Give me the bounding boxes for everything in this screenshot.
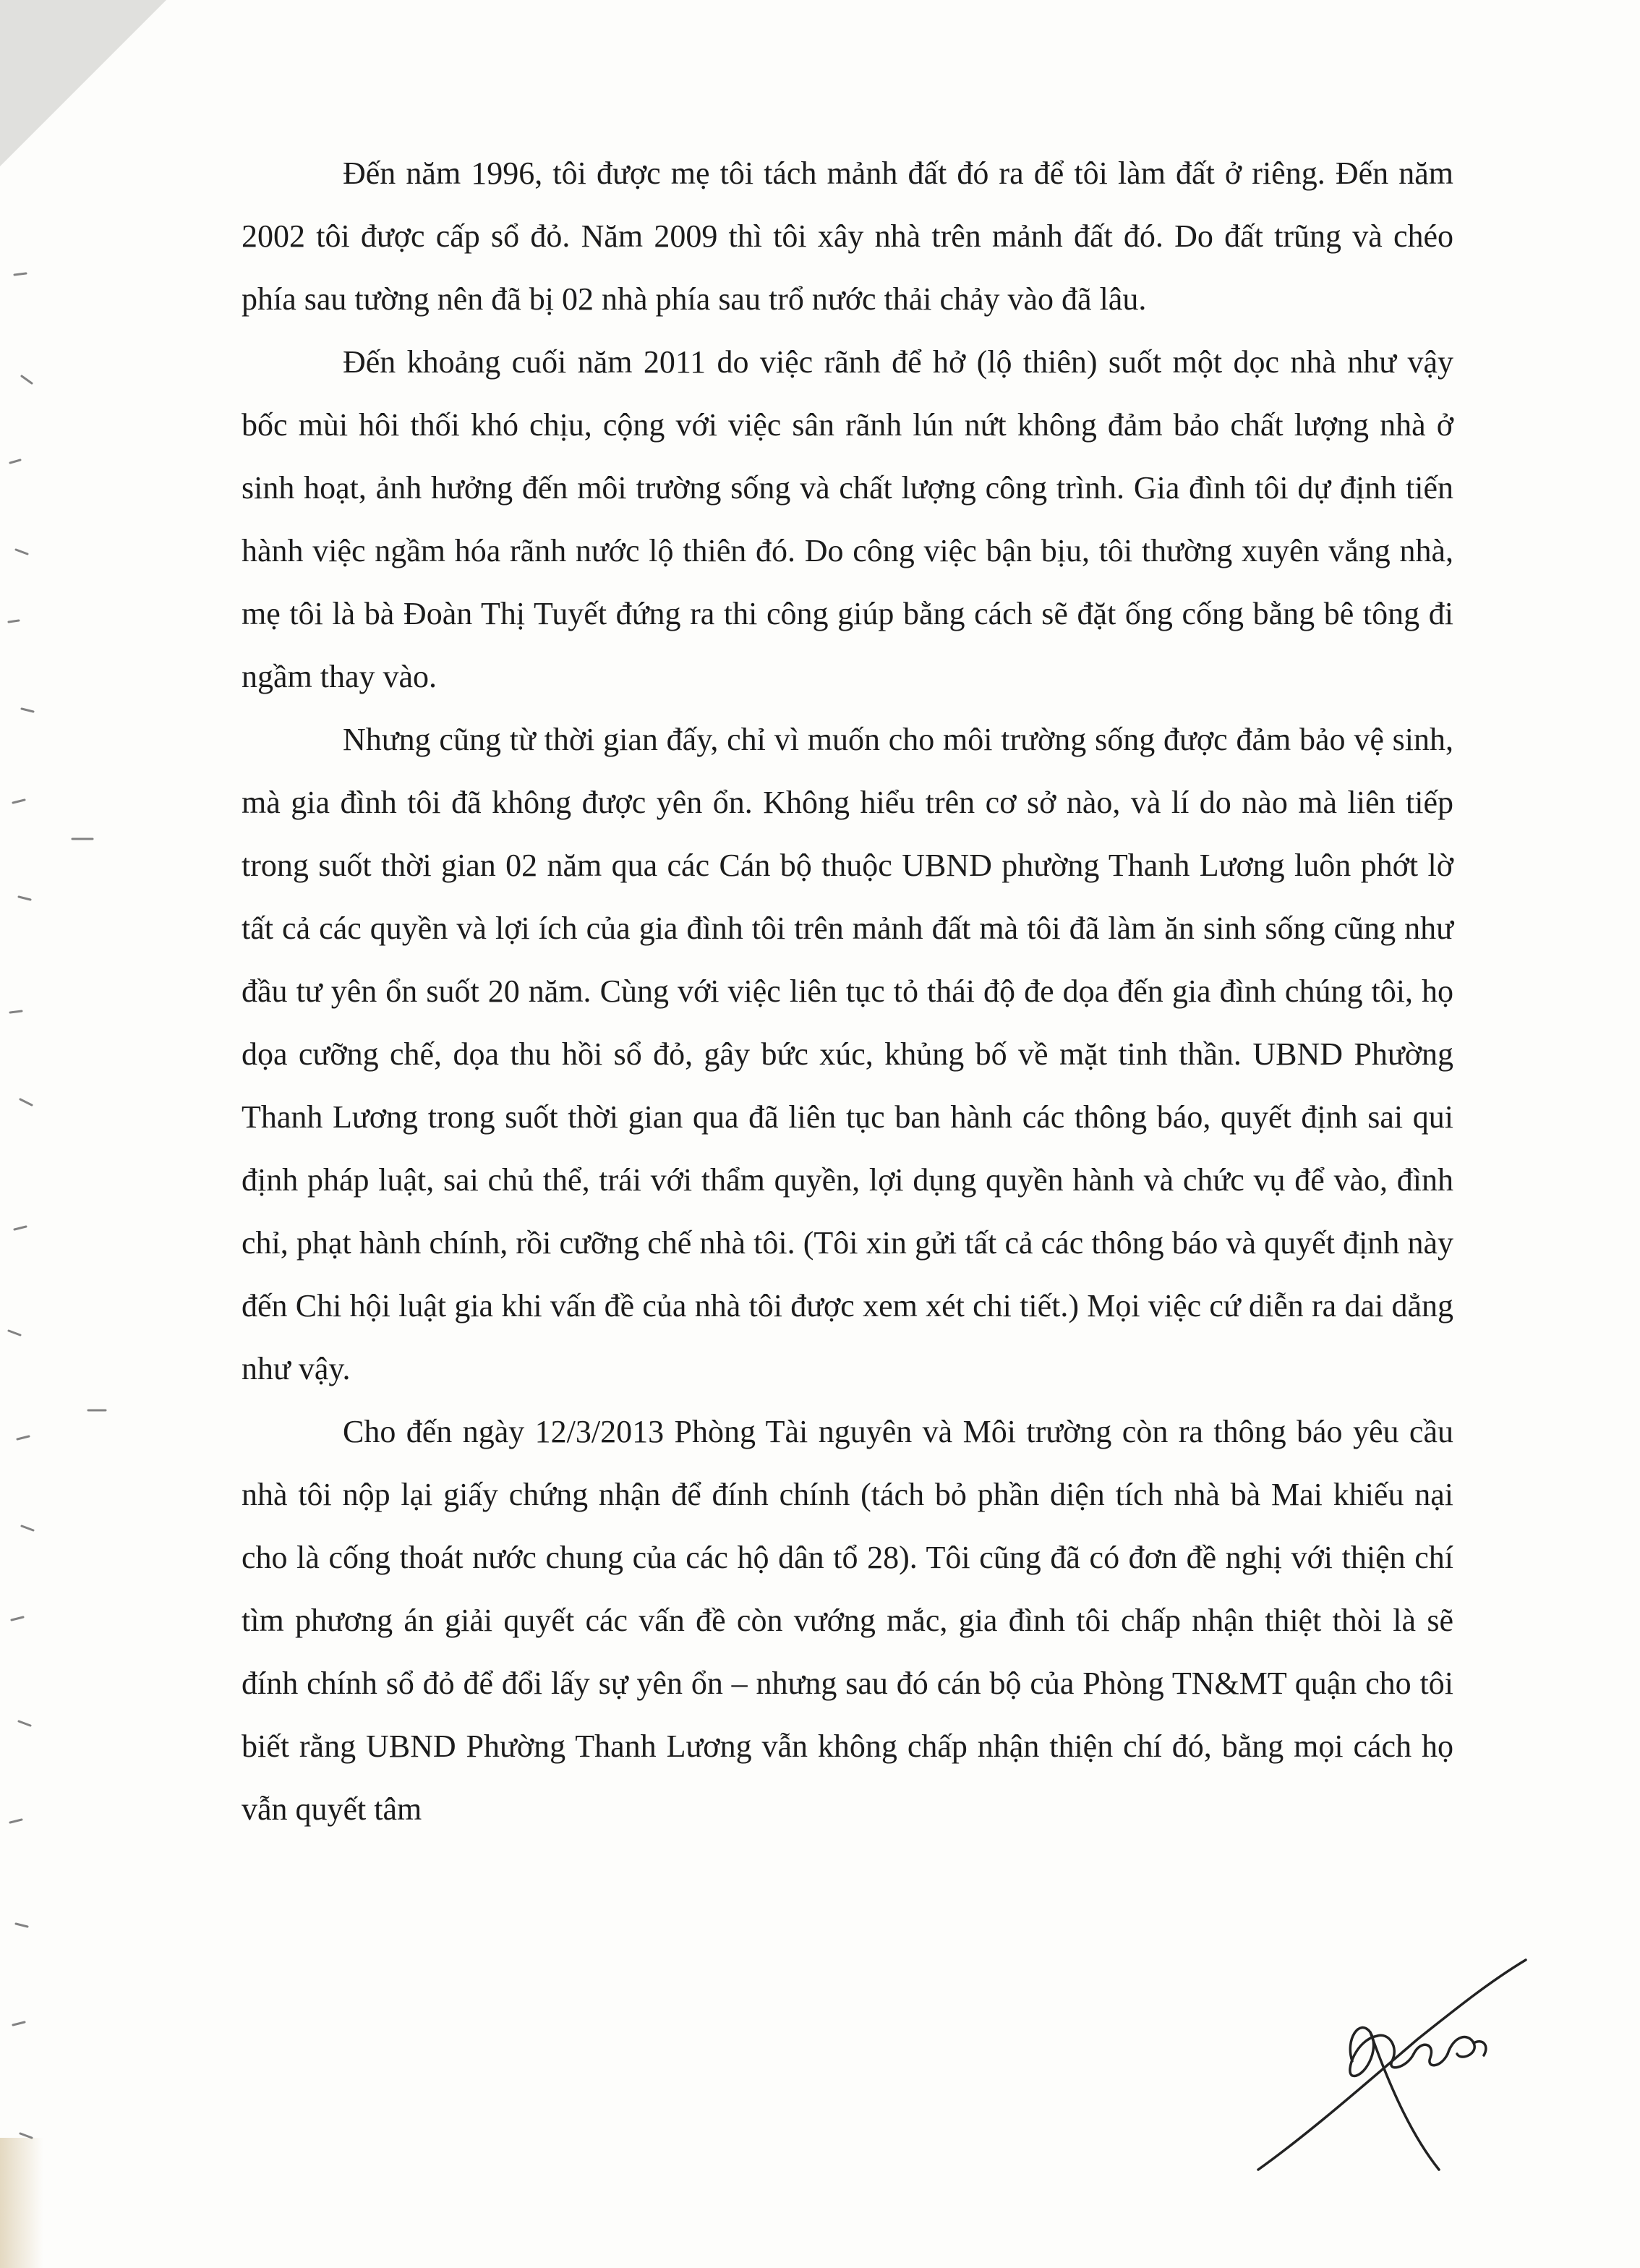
signature-icon [1244,1953,1576,2184]
paragraph-1: Đến năm 1996, tôi được mẹ tôi tách mảnh đất đó ra để tôi làm đất ở riêng. Đến năm 2002 tôi được cấp sổ đỏ. Năm 2009 thì tôi xây nhà trên mảnh đất đó. Do đất trũng và chéo phía sau tường nên đã bị 02 nhà phía sau trổ nước thải chảy vào đã lâu. [242,155,1453,317]
letter-body [242,142,1453,1841]
margin-scan-marks [0,0,116,2268]
paragraph-4: Cho đến ngày 12/3/2013 Phòng Tài nguyên và Môi trường còn ra thông báo yêu cầu nhà tôi nộp lại giấy chứng nhận để đính chính (tách bỏ phần diện tích nhà bà Mai khiếu nại cho là cống thoát nước chung của các hộ dân tổ 28). Tôi cũng đã có đơn đề nghị với thiện chí tìm phương án giải quyết các vấn đề còn vướng mắc, gia đình tôi chấp nhận thiệt thòi là sẽ đính chính sổ đỏ để đổi lấy sự yên ổn – nhưng sau đó cán bộ của Phòng TN&MT quận cho tôi biết rằng UBND Phường Thanh Lương vẫn không chấp nhận thiện chí đó, bằng mọi cách họ vẫn quyết tâm [242,1414,1453,1827]
paragraph-2: Đến khoảng cuối năm 2011 do việc rãnh để hở (lộ thiên) suốt một dọc nhà như vậy bốc mùi hôi thối khó chịu, cộng với việc sân rãnh lún nứt không đảm bảo chất lượng nhà ở sinh hoạt, ảnh hưởng đến môi trường sống và chất lượng công trình. Gia đình tôi dự định tiến hành việc ngầm hóa rãnh nước lộ thiên đó. Do công việc bận bịu, tôi thường xuyên vắng nhà, mẹ tôi là bà Đoàn Thị Tuyết đứng ra thi công giúp bằng cách sẽ đặt ống cống bằng bê tông đi ngầm thay vào. [242,344,1453,694]
paragraph-3: Nhưng cũng từ thời gian đấy, chỉ vì muốn cho môi trường sống được đảm bảo vệ sinh, mà gia đình tôi đã không được yên ổn. Không hiểu trên cơ sở nào, và lí do nào mà liên tiếp trong suốt thời gian 02 năm qua các Cán bộ thuộc UBND phường Thanh Lương luôn phớt lờ tất cả các quyền và lợi ích của gia đình tôi trên mảnh đất mà tôi đã làm ăn sinh sống cũng như đầu tư yên ổn suốt 20 năm. Cùng với việc liên tục tỏ thái độ đe dọa đến gia đình chúng tôi, họ dọa cưỡng chế, dọa thu hồi sổ đỏ, gây bức xúc, khủng bố về mặt tinh thần. UBND Phường Thanh Lương trong suốt thời gian qua đã liên tục ban hành các thông báo, quyết định sai qui định pháp luật, sai chủ thể, trái với thẩm quyền, lợi dụng quyền hành và chức vụ để vào, đình chỉ, phạt hành chính, rồi cưỡng chế nhà tôi. (Tôi xin gửi tất cả các thông báo và quyết định này đến Chi hội luật gia khi vấn đề của nhà tôi được xem xét chi tiết.) Mọi việc cứ diễn ra dai dẳng như vậy. [242,722,1453,1386]
